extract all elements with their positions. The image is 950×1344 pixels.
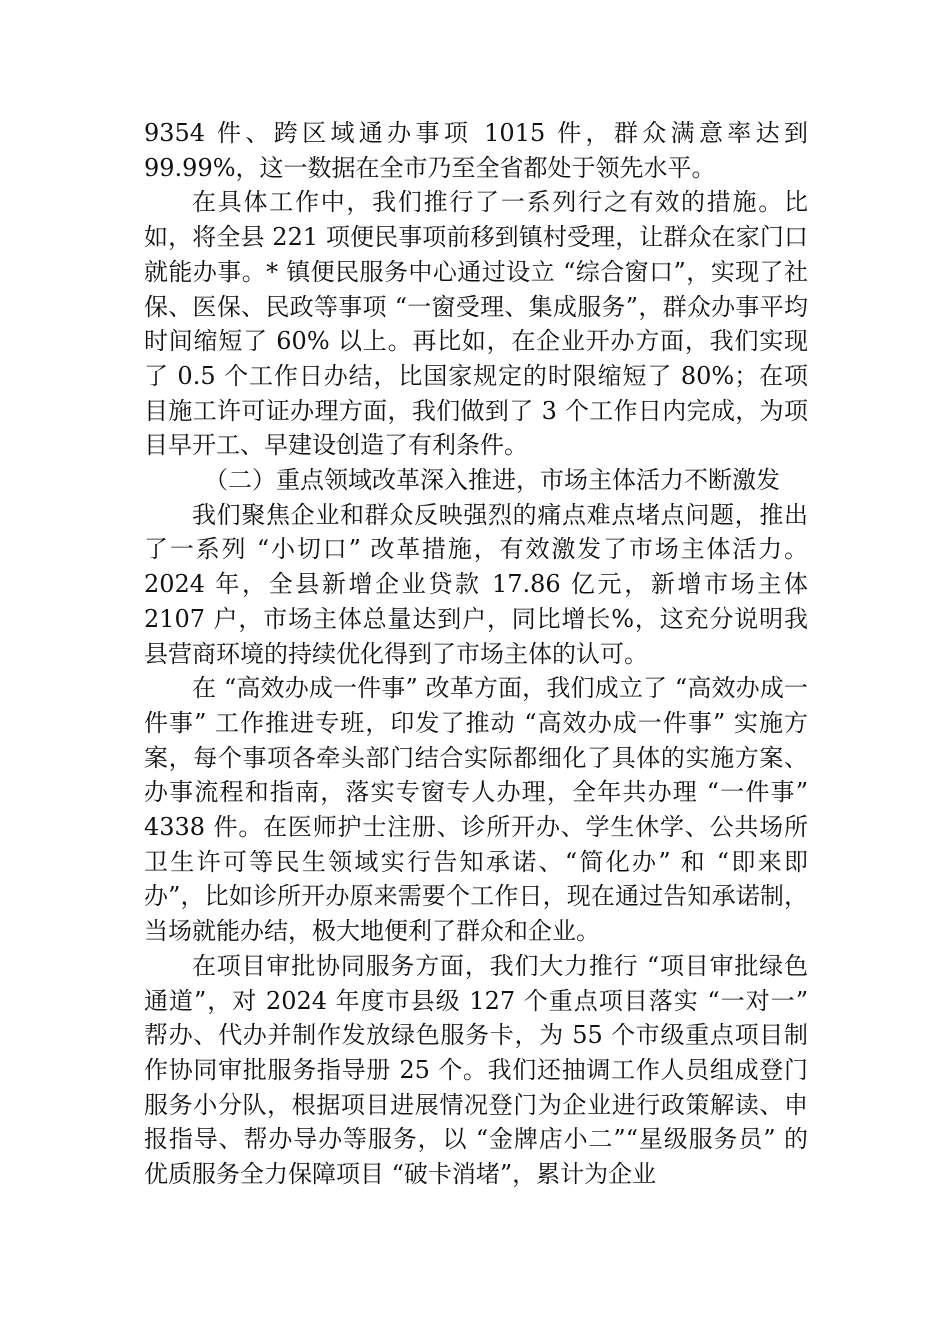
paragraph-market-vitality: 我们聚焦企业和群众反映强烈的痛点难点堵点问题，推出了一系列 “小切口” 改革措施，有效激发了市场主体活力。2024 年，全县新增企业贷款 17.86 亿元，新增市场主体 2107 户，市场主体总量达到户，同比增长%，这充分说明我县营商环境的持续优化得到了市场主体的认可。 [144, 500, 808, 668]
paragraph-project-approval: 在项目审批协同服务方面，我们大力推行 “项目审批绿色通道”，对 2024 年度市县级 127 个重点项目落实 “一对一” 帮办、代办并制作发放绿色服务卡，为 55 个市级重点项目制作协同审批服务指导册 25 个。我们还抽调工作人员组成登门服务小分队，根据项目进展情况登门为企业进行政策解读、申报指导、帮办导办等服务，以 “金牌店小二”“星级服务员” 的优质服务全力保障项目 “破卡消堵”，累计为企业 [144, 951, 808, 1189]
paragraph-measures: 在具体工作中，我们推行了一系列行之有效的措施。比如，将全县 221 项便民事项前移到镇村受理，让群众在家门口就能办事。* 镇便民服务中心通过设立 “综合窗口”，实现了社保、医保、民政等事项 “一窗受理、集成服务”，群众办事平均时间缩短了 60% 以上。再比如，在企业开办方面，我们实现了 0.5 个工作日办结，比国家规定的时限缩短了 80%；在项目施工许可证办理方面，我们做到了 3 个工作日内完成，为项目早开工、早建设创造了有利条件。 [144, 188, 808, 460]
document-page [144, 116, 808, 1192]
section-heading: （二）重点领域改革深入推进，市场主体活力不断激发 [204, 466, 780, 495]
paragraph-continuation: 9354 件、跨区域通办事项 1015 件，群众满意率达到 99.99%，这一数据在全市乃至全省都处于领先水平。 [144, 119, 808, 182]
paragraph-one-thing-reform: 在 “高效办成一件事” 改革方面，我们成立了 “高效办成一件事” 工作推进专班，印发了推动 “高效办成一件事” 实施方案，每个事项各牵头部门结合实际都细化了具体的实施方案、办事流程和指南，落实专窗专人办理，全年共办理 “一件事” 4338 件。在医师护士注册、诊所开办、学生休学、公共场所卫生许可等民生领域实行告知承诺、“简化办” 和 “即来即办”，比如诊所开办原来需要个工作日，现在通过告知承诺制，当场就能办结，极大地便利了群众和企业。 [144, 674, 808, 946]
